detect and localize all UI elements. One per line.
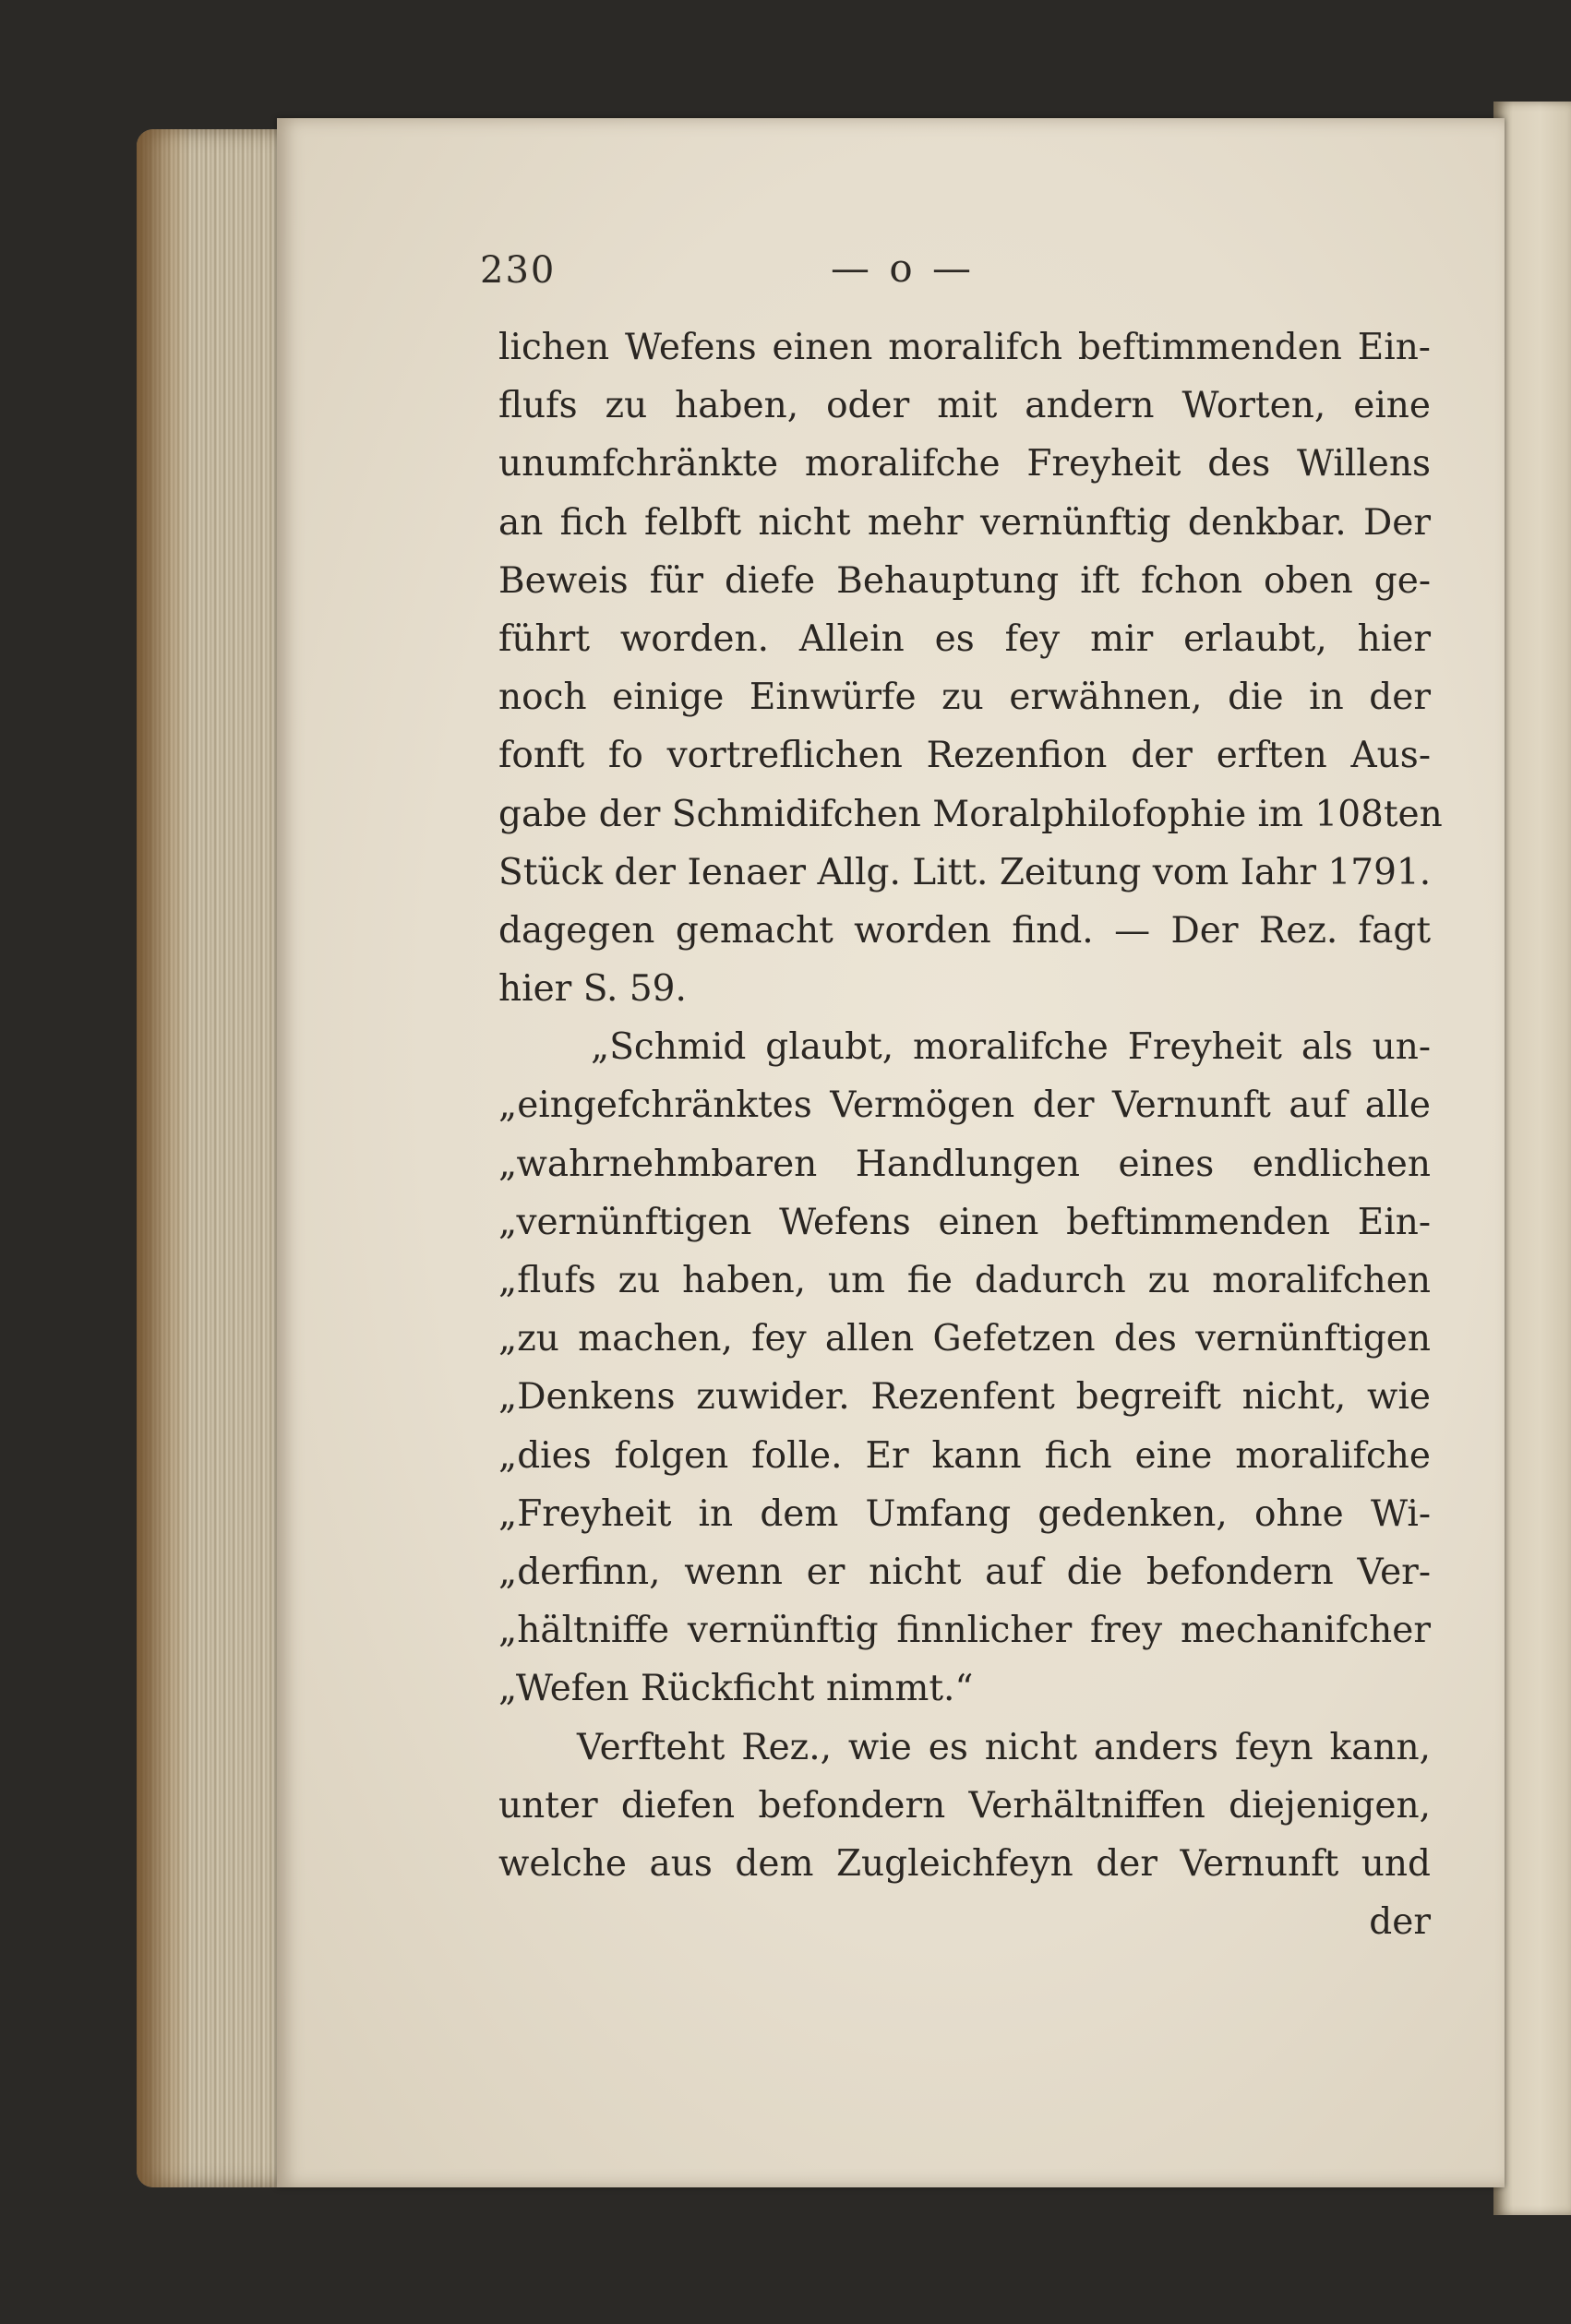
text-line: Verfteht Rez., wie es nicht anders feyn kann,: [577, 1726, 1431, 1768]
quote-line: „flufs zu haben, um fie dadurch zu moralifchen: [498, 1260, 1431, 1301]
quote-line: „hältniffe vernünftig finnlicher frey mechanifcher: [498, 1610, 1431, 1652]
text-line: lichen Wefens einen moralifch beftimmenden Ein-: [498, 327, 1431, 368]
text-line: führt worden. Allein es fey mir erlaubt, hier: [498, 617, 1431, 660]
quote-line: „eingefchränktes Vermögen der Vernunft auf alle: [498, 1084, 1431, 1127]
text-line: welche aus dem Zugleichfeyn der Vernunft und: [498, 1842, 1431, 1885]
quote-line: „Freyheit in dem Umfang gedenken, ohne Wi-: [498, 1492, 1431, 1535]
text-line: Stück der Ienaer Allg. Litt. Zeitung vom Iahr 1791.: [498, 851, 1432, 893]
page-number: 230: [480, 249, 557, 292]
text-line: gabe der Schmidifchen Moralphilofophie im 108ten: [498, 793, 1443, 835]
quote-line: „vernünftigen Wefens einen beftimmenden Ein-: [498, 1201, 1431, 1243]
text-line: unumfchränkte moralifche Freyheit des Willens: [498, 443, 1431, 485]
quote-line: „Wefen Rückficht nimmt.“: [498, 1668, 974, 1710]
quote-line: „Schmid glaubt, moralifche Freyheit als un-: [591, 1026, 1431, 1069]
quote-line: „dies folgen folle. Er kann fich eine moralifche: [498, 1434, 1431, 1477]
quote-line: „Denkens zuwider. Rezenfent begreift nicht, wie: [498, 1376, 1431, 1419]
book-page-edges: [137, 129, 284, 2187]
text-line: Beweis für diefe Behauptung ift fchon oben ge-: [498, 559, 1431, 602]
text-line: hier S. 59.: [498, 968, 687, 1011]
text-line: flufs zu haben, oder mit andern Worten, eine: [498, 385, 1431, 427]
quote-line: „zu machen, fey allen Gefetzen des vernünftigen: [498, 1318, 1431, 1360]
opposite-page-edge: [1493, 102, 1571, 2215]
text-line: noch einige Einwürfe zu erwähnen, die in der: [498, 677, 1431, 719]
text-line: fonft fo vortreflichen Rezenfion der erften Aus-: [498, 735, 1431, 777]
page-text: [498, 318, 1443, 1951]
header-ornament: — o —: [831, 246, 975, 291]
text-line: an fich felbft nicht mehr vernünftig denkbar. Der: [498, 501, 1431, 544]
text-line: dagegen gemacht worden find. — Der Rez. fagt: [498, 909, 1431, 952]
quote-line: „derfinn, wenn er nicht auf die befondern Ver-: [498, 1551, 1431, 1593]
page-header: [480, 246, 1458, 305]
catchword: der: [1369, 1901, 1431, 1944]
quote-line: „wahrnehmbaren Handlungen eines endlichen: [498, 1143, 1431, 1185]
text-line: unter diefen befondern Verhältniffen diejenigen,: [498, 1784, 1431, 1827]
